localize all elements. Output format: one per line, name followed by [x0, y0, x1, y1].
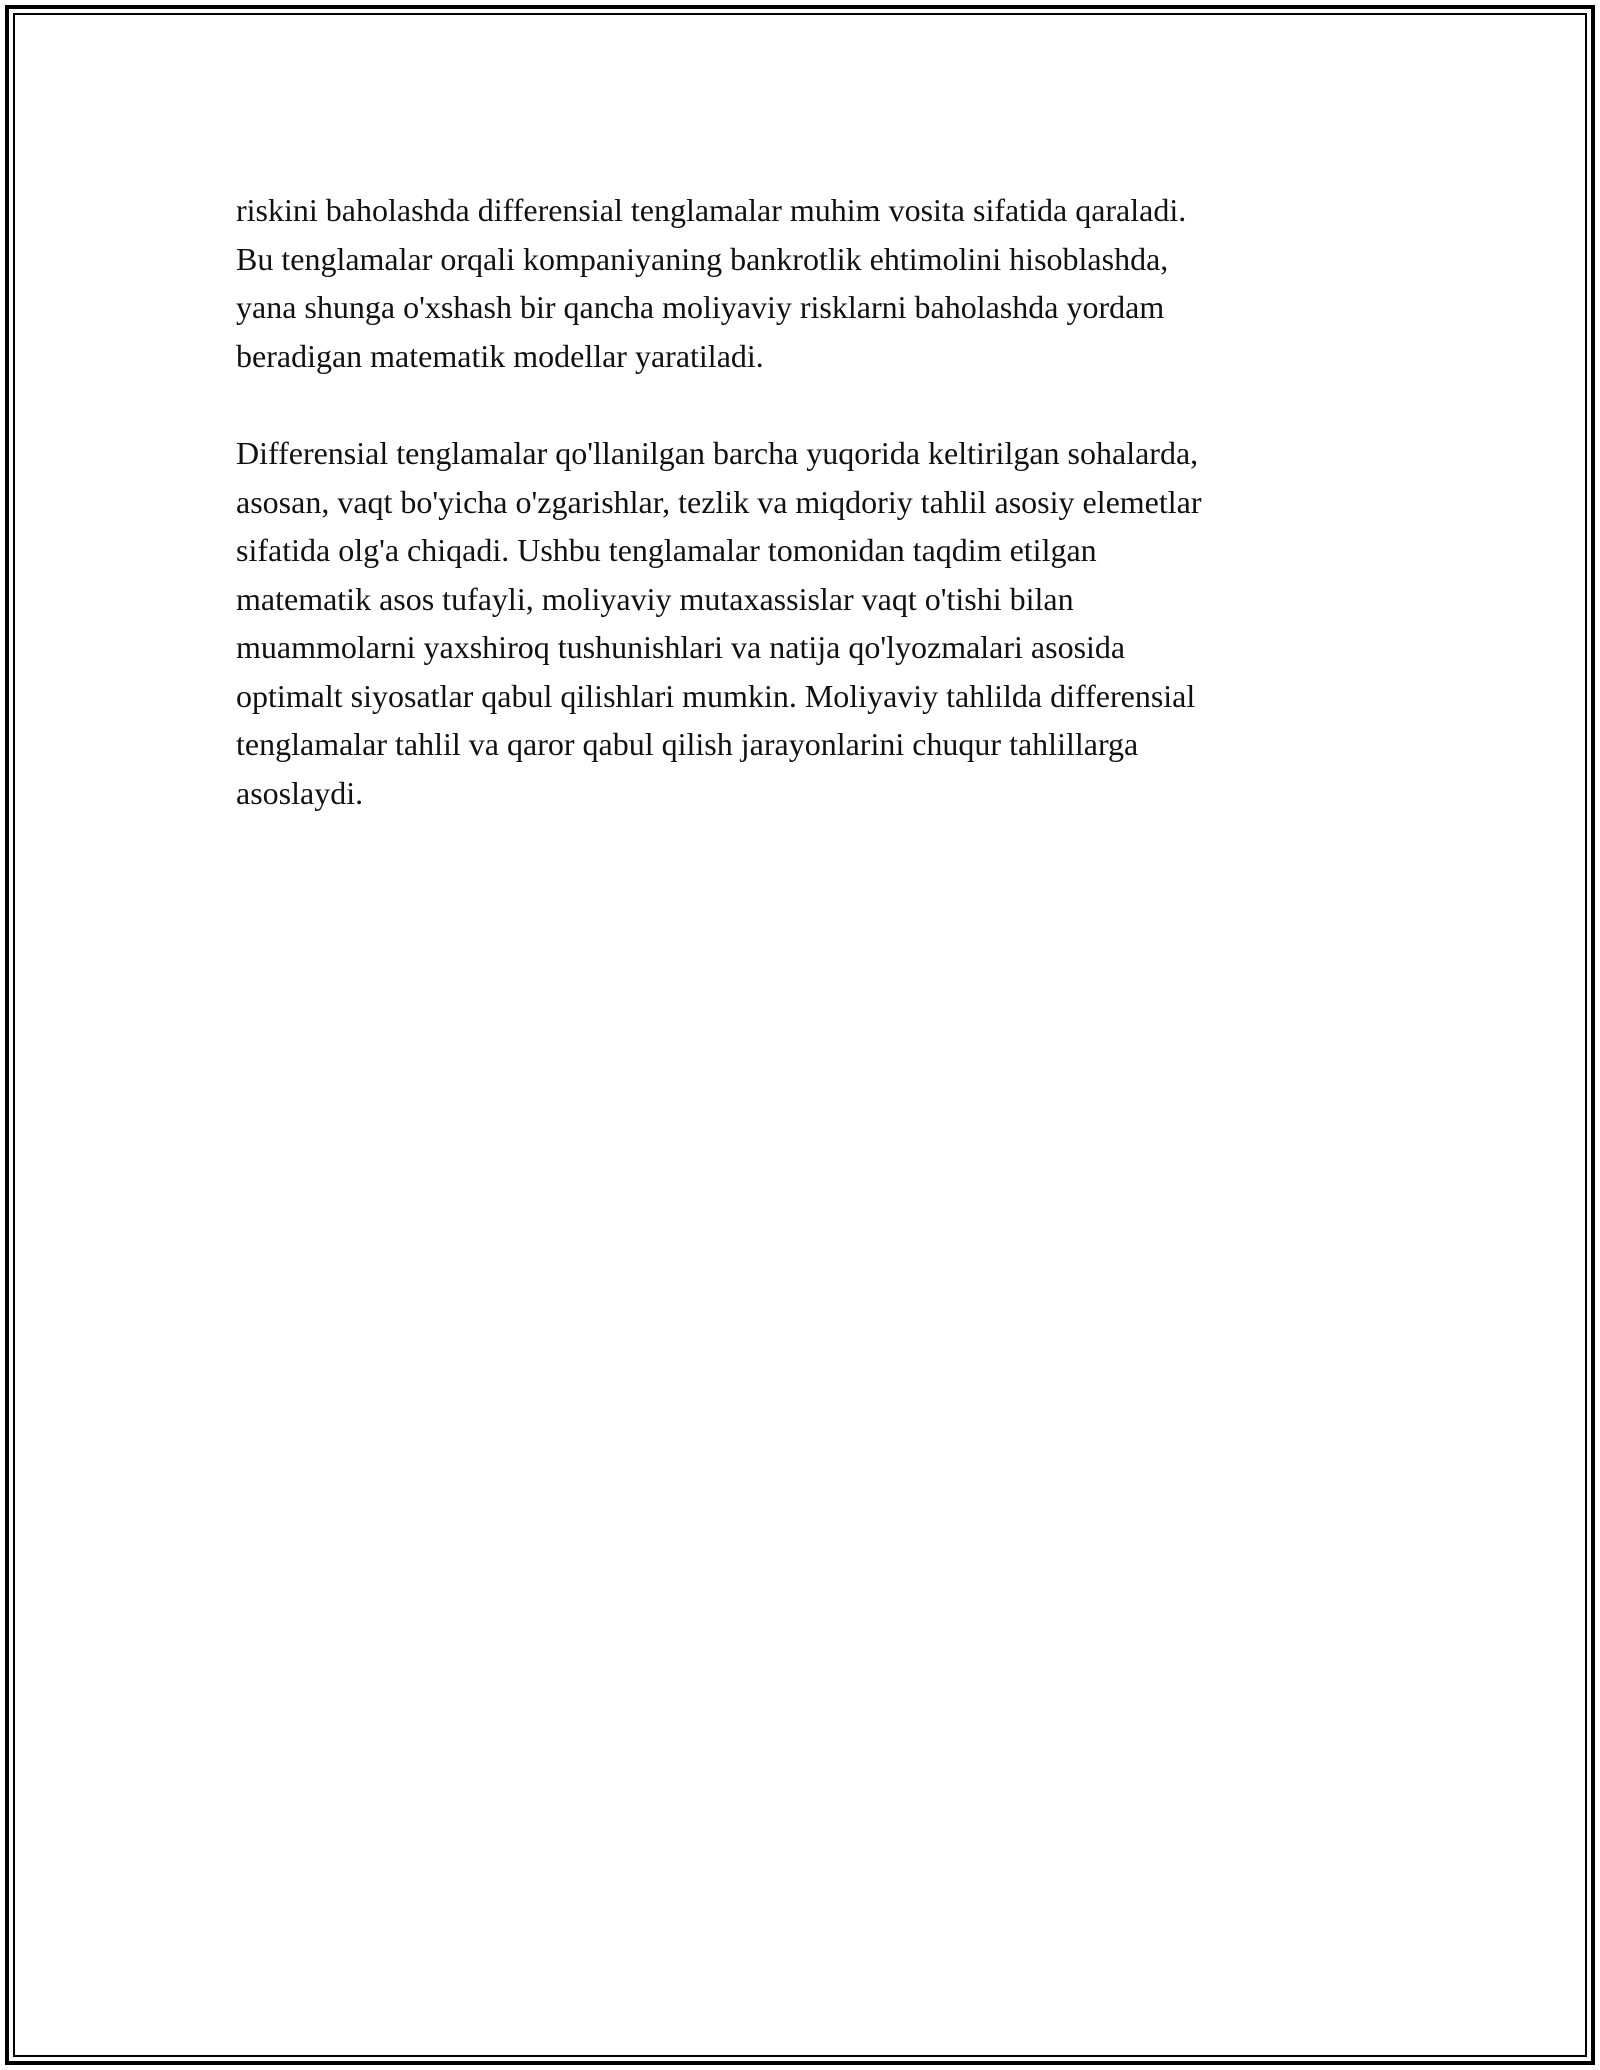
text-line: tenglamalar tahlil va qaror qabul qilish jarayonlarini chuqur tahlillarga	[236, 726, 1139, 762]
text-line: yana shunga o'xshash bir qancha moliyaviy risklarni baholashda yordam	[236, 289, 1165, 325]
text-line: optimalt siyosatlar qabul qilishlari mumkin. Moliyaviy tahlilda differensial	[236, 677, 1196, 714]
text-line: sifatida olg'a chiqadi. Ushbu tenglamalar tomonidan taqdim etilgan	[236, 532, 1097, 568]
text-line: muammolarni yaxshiroq tushunishlari va natija qo'lyozmalari asosida	[236, 629, 1126, 665]
paragraph-2	[236, 429, 1376, 817]
text-line: riskini baholashda differensial tenglamalar muhim vosita sifatida qaraladi.	[236, 192, 1187, 228]
paragraph-spacing	[236, 380, 1376, 429]
paragraph-1	[236, 186, 1376, 380]
document-body	[236, 186, 1376, 817]
text-line: Differensial tenglamalar qo'llanilgan barcha yuqorida keltirilgan sohalarda,	[236, 435, 1199, 471]
text-line: asosan, vaqt bo'yicha o'zgarishlar, tezlik va miqdoriy tahlil asosiy elemetlar	[236, 483, 1202, 520]
text-line: matematik asos tufayli, moliyaviy mutaxassislar vaqt o'tishi bilan	[236, 580, 1074, 617]
text-line: Bu tenglamalar orqali kompaniyaning bankrotlik ehtimolini hisoblashda,	[236, 240, 1169, 277]
text-line: asoslaydi.	[236, 774, 364, 811]
text-line: beradigan matematik modellar yaratiladi.	[236, 337, 764, 374]
